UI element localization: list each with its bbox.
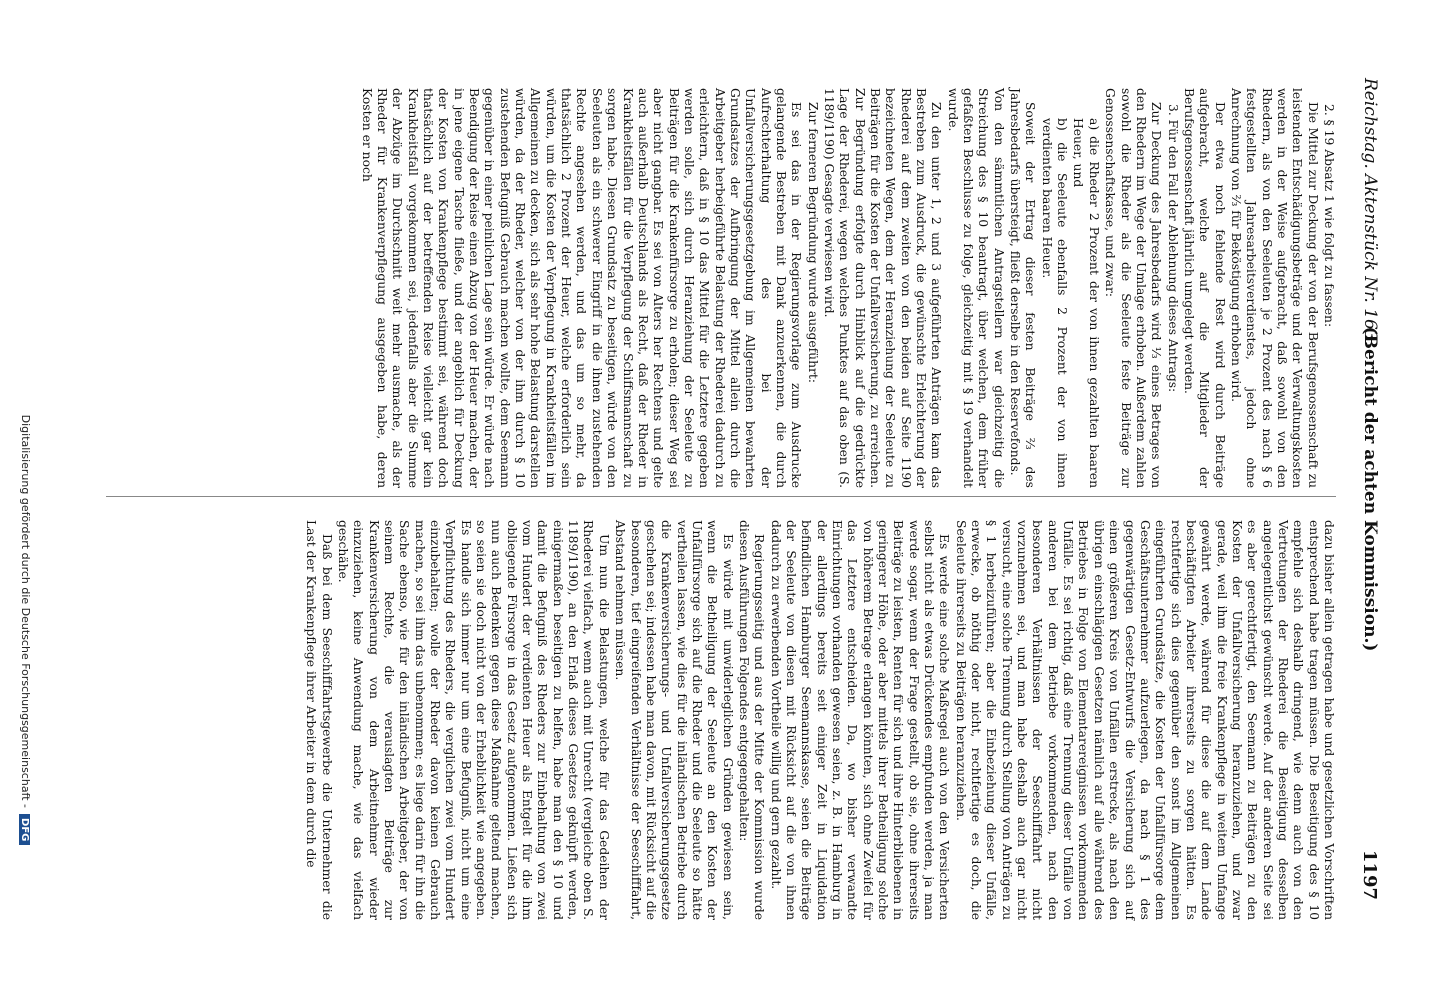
paragraph: Die Mittel zur Deckung der von der Berufsgenossenschaft zu leistenden Entschädigungsbeträge und der Verwaltungskosten werden in der Weise aufgebracht, daß sowohl von den Rhedern, als von den Seeleuten je 2 Prozent des nach § 6 festgestellten Jahresarbeitsverdienstes, jedoch ohne Anrechnung von ⅔ für Beköstigung erhoben wird. [1228, 88, 1320, 488]
paragraph: Es sei das in der Regierungsvorlage zum Ausdrucke gelangende Bestreben mit Dank anzuerkennen, die durch Aufrechterhaltung des bei der Unfallversicherungsgesetzgebung im Allgemeinen bewahrten Grundsatzes der Aufbringung der Mittel allein durch die Arbeitgeber herbeigeführte Belastung der Rhederei dadurch zu erleichtern, daß in § 10 das Mittel für die Letztere gegeben werden solle, sich durch Heranziehung der Seeleute zu Beiträgen für die Krankenfürsorge zu erholen; dieser Weg sei aber nicht gangbar. Es sei von Alters her Rechtens und gelte auch außerhalb Deutschlands als Recht, daß der Rheder in Krankheitsfällen für die Verpflegung der Schiffsmannschaft zu sorgen habe. Diesen Grundsatz zu beseitigen, würde von den Seeleuten als ein schwerer Eingriff in die ihnen zustehenden Rechte angesehen werden, und das um so mehr, da thatsächlich 2 Prozent der Heuer, welche erforderlich sein würden, um die Kosten der Verpflegung in Krankheitsfällen im Allgemeinen zu decken, sich als sehr hohe Belastung darstellen würden, da der Rheder, welcher von der ihm durch § 10 zustehenden Befugniß Gebrauch machen wollte, dem Seemann gegenüber in einer peinlichen Lage sein würde. Er würde nach Beendigung der Reise einen Abzug von der Heuer machen, der in jene eigene Tasche fließe, und der angeblich für Deckung der Kosten von Krankenpflege bestimmt sei, während doch thatsächlich auf der betreffenden Reise vielleicht gar kein Krankheitsfall vorgekommen sei, jedenfalls aber die Summe der Abzüge im Durchschnitt weit mehr ausmache, als der Rheder für Krankenverpflegung ausgegeben habe, deren Kosten er noch [359, 88, 804, 488]
paragraph: Zur ferneren Begründung wurde ausgeführt: [805, 102, 820, 383]
paragraph: Um nun die Belastungen, welche für das Gedeihen der Rhederei vielfach, wenn auch mit Unrecht (vergleiche oben S. 1189/1190), an den Erlaß dieses Gesetzes geknüpft werden, einigermaßen beseitigen zu helfen, habe man den § 10 und damit die Befugniß des Rheders zur Einbehaltung von zwei vom Hundert der verdienten Heuer als Entgelt für die ihm obliegende Fürsorge in das Gesetz aufgenommen. Ließen sich nun auch Bedenken gegen diese Maßnahme geltend machen, so seien sie doch nicht von der Erheblichkeit wie angegeben. Es handle sich immer nur um eine Befugniß, nicht um eine Verpflichtung des Rheders, die verglichen zwei vom Hundert einzubehalten; wolle der Rheder davon keinen Gebrauch machen, so sei ihm das unbenommen; es liege darin für ihn die Sache ebenso, wie für den inländischen Arbeitgeber, der von seinem Rechte, die verauslagten Beiträge zur Krankenversicherung von dem Arbeitnehmer wieder einzuziehen, keine Anwendung mache, wie das vielfach geschähe. [336, 520, 611, 920]
paragraph: 2. § 19 Absatz 1 wie folgt zu fassen: [1322, 104, 1336, 328]
page-number: 1197 [1359, 849, 1380, 900]
paragraph: 3. Für den Fall der Ablehnung dieses Antrags: [1165, 104, 1180, 393]
paragraph: Daß bei dem Seeschifffahrtsgewerbe die Unternehmer die Last der Krankenpflege ihrer Arbeiter in dem durch die [304, 520, 334, 920]
paragraph: Regierungsseitig und aus der Mitte der Kommission wurde diesen Ausführungen Folgendes entgegengehalten: [736, 520, 767, 920]
page-header [1354, 78, 1380, 900]
paragraph: Der etwa noch fehlende Rest wird durch Beiträge aufgebracht, welche auf die Mitglieder der Berufsgenossenschaft jährlich umgelegt werden. [1181, 88, 1227, 488]
digitization-credit [19, 260, 32, 1000]
paragraph: dazu bisher allein getragen habe und gesetzlichen Vorschriften entsprechend habe tragen müssen. Die Beseitigung des § 10 empfehle sich deshalb dringend, wie denn auch von den Vertretungen der Rhederei die Beseitigung desselben angelegentlichst gewünscht werde. Auf der anderen Seite sei es aber gerechtfertigt, den Seemann zu Beiträgen zu den Kosten der Unfallversicherung heranzuziehen, und zwar gerade, weil ihm die freie Krankenpflege in weitem Umfange gewährt werde, während für diese die auf dem Lande beschäftigten Arbeiter ihrerseits zu sorgen hätten. Es rechtfertige sich dies gegenüber den sonst im Allgemeinen eingeführten Grundsätze, die Kosten der Unfallfürsorge dem Geschäftsunternehmer aufzuerlegen, da nach § 1 des gegenwärtigen Gesetz-Entwurfs die Versicherung sich auf einen größeren Kreis von Unfällen erstrecke, als nach den übrigen einschlägigen Gesetzen nämlich auf alle während des Betriebes in Folge von Elementarereignissen vorkommenden Unfälle. Es sei richtig, daß eine Trennung dieser Unfälle von anderen bei dem Betriebe vorkommenden, nach den besonderen Verhältnissen der Seeschifffahrt nicht vorzunehmen sei, und man habe deshalb auch gar nicht versucht, eine solche Trennung durch Stellung von Anträgen zu § 1 herbeizuführen; aber die Einbeziehung dieser Unfälle, erwecke, ob nöthig oder nicht, rechtfertige es doch, die Seeleute ihrerseits zu Beiträgen heranzuziehen. [953, 520, 1336, 920]
paragraph: Es würde mit unwiderleglichen Gründen gewiesen sein, wenn die Betheiligung der Seeleute an den Kosten der Unfallfürsorge sich auf die Rheder und die Seeleute so hätte vertheilen lassen, wie dies für die inländischen Betriebe durch die Krankenversicherungs- und Unfallversicherungsgesetze geschehen sei; indessen habe man davon, mit Rücksicht auf die besonderen, tief eingreifenden Verhältnisse der Seeschifffahrt, Abstand nehmen müssen. [613, 520, 735, 920]
paragraph: Es werde eine solche Maßregel auch von den Versicherten selbst nicht als etwas Drückendes empfunden werden, ja man werde sogar, wenn der Frage gestellt, ob sie, ohne ihrerseits Beiträge zu leisten, Renten für sich und ihre Hinterbliebenen in geringerer Höhe, oder aber mittels ihrer Betheiligung solche von höherem Betrage erlangen könnten, sich ohne Zweifel für das Letztere entscheiden. Da, wo bisher verwandte Einrichtungen vorhanden gewesen seien, z. B. in Hamburg in der allerdings bereits seit einiger Zeit in Liquidation befindlichen Hamburger Seemannskasse, seien die Beiträge der Seeleute von diesen mit Rücksicht auf die von ihnen dadurch zu erwerbenden Vortheile willig und gern gezahlt. [768, 520, 952, 920]
text-column-left [357, 88, 1336, 488]
paragraph: Soweit der Ertrag dieser festen Beiträge ⅔ des Jahresbedarfs übersteigt, fließt derselbe in den Reservefonds. [1008, 88, 1038, 488]
header-left: Reichstag. Aktenstück Nr. 163. [1360, 78, 1380, 347]
paragraph: Zu den unter 1, 2 und 3 aufgeführten Anträgen kam das Bestreben zum Ausdruck, die gewünschte Erleichterung der Rhederei auf dem zweiten von den beiden auf Seite 1190 bezeichneten Wegen, dem der Heranziehung der Seeleute zu Beiträgen für die Kosten der Unfallversicherung, zu erreichen. Zur Begründung erfolgte durch Hinblick auf die gedrückte Lage der Rhederei, wegen welches Punktes auf das oben (S. 1189/1190) Gesagte verwiesen wird. [822, 88, 944, 488]
paragraph: a) die Rheder 2 Prozent der von ihnen gezahlten baaren Heuer, und [1071, 118, 1101, 488]
header-center: (Bericht der achten Kommission.) [1360, 326, 1380, 652]
text-column-right [302, 520, 1336, 920]
credit-text: Digitalisierung gefördert durch die Deutsche Forschungsgemeinschaft - [19, 414, 32, 809]
paragraph: Zur Deckung des Jahresbedarfs wird ⅓ eines Betrages von den Rhedern im Wege der Umlage erhoben. Außerdem zahlen sowohl die Rheder als die Seeleute feste Beiträge zur Genossenschaftskasse, und zwar: [1103, 88, 1164, 488]
paragraph: Von den sämmtlichen Antragstellern war gleichzeitig die Streichung des § 10 beantragt, über welchen, dem früher gefaßten Beschlusse zu folge, gleichzeitig mit § 19 verhandelt wurde. [945, 88, 1006, 488]
paragraph: b) die Seeleute ebenfalls 2 Prozent der von ihnen verdienten baaren Heuer. [1039, 118, 1070, 488]
column-divider [106, 496, 1336, 497]
dfg-logo: DFG [19, 814, 30, 845]
